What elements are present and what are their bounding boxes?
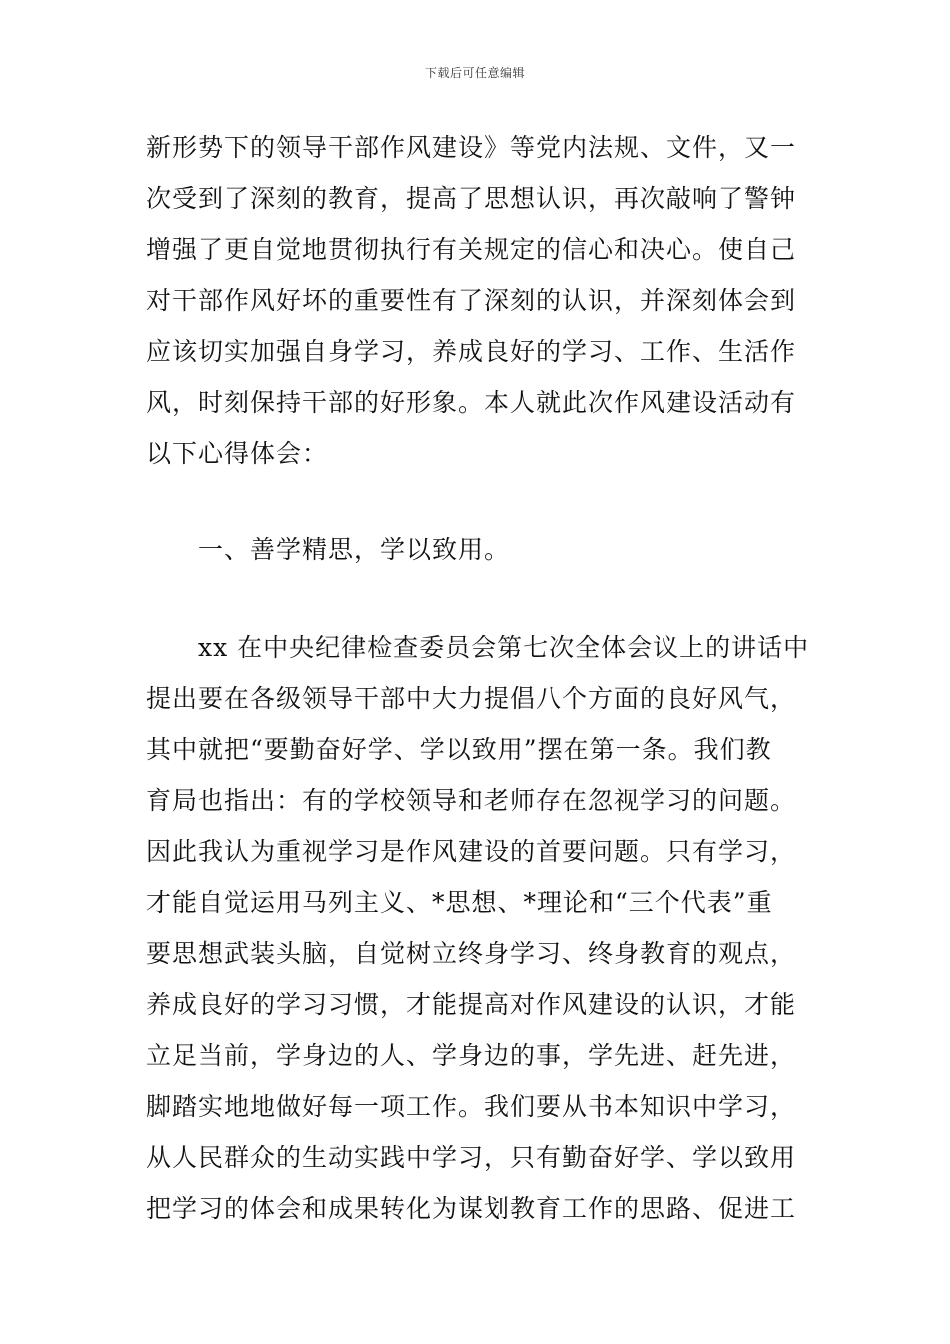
paragraph-2-line: 把学习的体会和成果转化为谋划教育工作的思路、促进工 [146,1194,797,1223]
paragraph-1-line: 风，时刻保持干部的好形象。本人就此次作风建设活动有 [146,388,797,417]
paragraph-2-line: 要思想武装头脑，自觉树立终身学习、终身教育的观点， [146,939,797,968]
paragraph-2-line: 因此我认为重视学习是作风建设的首要问题。只有学习， [146,837,797,866]
paragraph-2-line: 提出要在各级领导干部中大力提倡八个方面的良好风气， [146,684,797,713]
paragraph-1-line: 以下心得体会： [146,439,329,468]
paragraph-1-line: 次受到了深刻的教育，提高了思想认识，再次敲响了警钟 [146,184,797,213]
paragraph-2-line: xx 在中央纪律检查委员会第七次全体会议上的讲话中 [198,633,810,662]
paragraph-1 [146,122,810,479]
paragraph-2-line: 立足当前，学身边的人、学身边的事，学先进、赶先进， [146,1041,797,1070]
paragraph-2 [146,622,810,1234]
paragraph-2-line: 其中就把“要勤奋好学、学以致用”摆在第一条。我们教 [146,735,772,764]
paragraph-1-line: 对干部作风好坏的重要性有了深刻的认识，并深刻体会到 [146,286,797,315]
paragraph-2-line: 才能自觉运用马列主义、*思想、*理论和“三个代表”重 [146,888,773,917]
paragraph-2-line: 育局也指出：有的学校领导和老师存在忽视学习的问题。 [146,786,797,815]
paragraph-1-line: 应该切实加强自身学习，养成良好的学习、工作、生活作 [146,337,797,366]
paragraph-2-line: 养成良好的学习习惯，才能提高对作风建设的认识，才能 [146,990,797,1019]
section-heading-1 [146,524,810,575]
paragraph-2-line: 脚踏实地地做好每一项工作。我们要从书本知识中学习， [146,1092,797,1121]
page-header: 下载后可任意编辑 [424,66,525,80]
paragraph-2-line: 从人民群众的生动实践中学习，只有勤奋好学、学以致用 [146,1143,797,1172]
section-heading-text: 一、善学精思，学以致用。 [198,535,511,564]
paragraph-1-line: 新形势下的领导干部作风建设》等党内法规、文件，又一 [146,133,797,162]
paragraph-1-line: 增强了更自觉地贯彻执行有关规定的信心和决心。使自己 [146,235,797,264]
